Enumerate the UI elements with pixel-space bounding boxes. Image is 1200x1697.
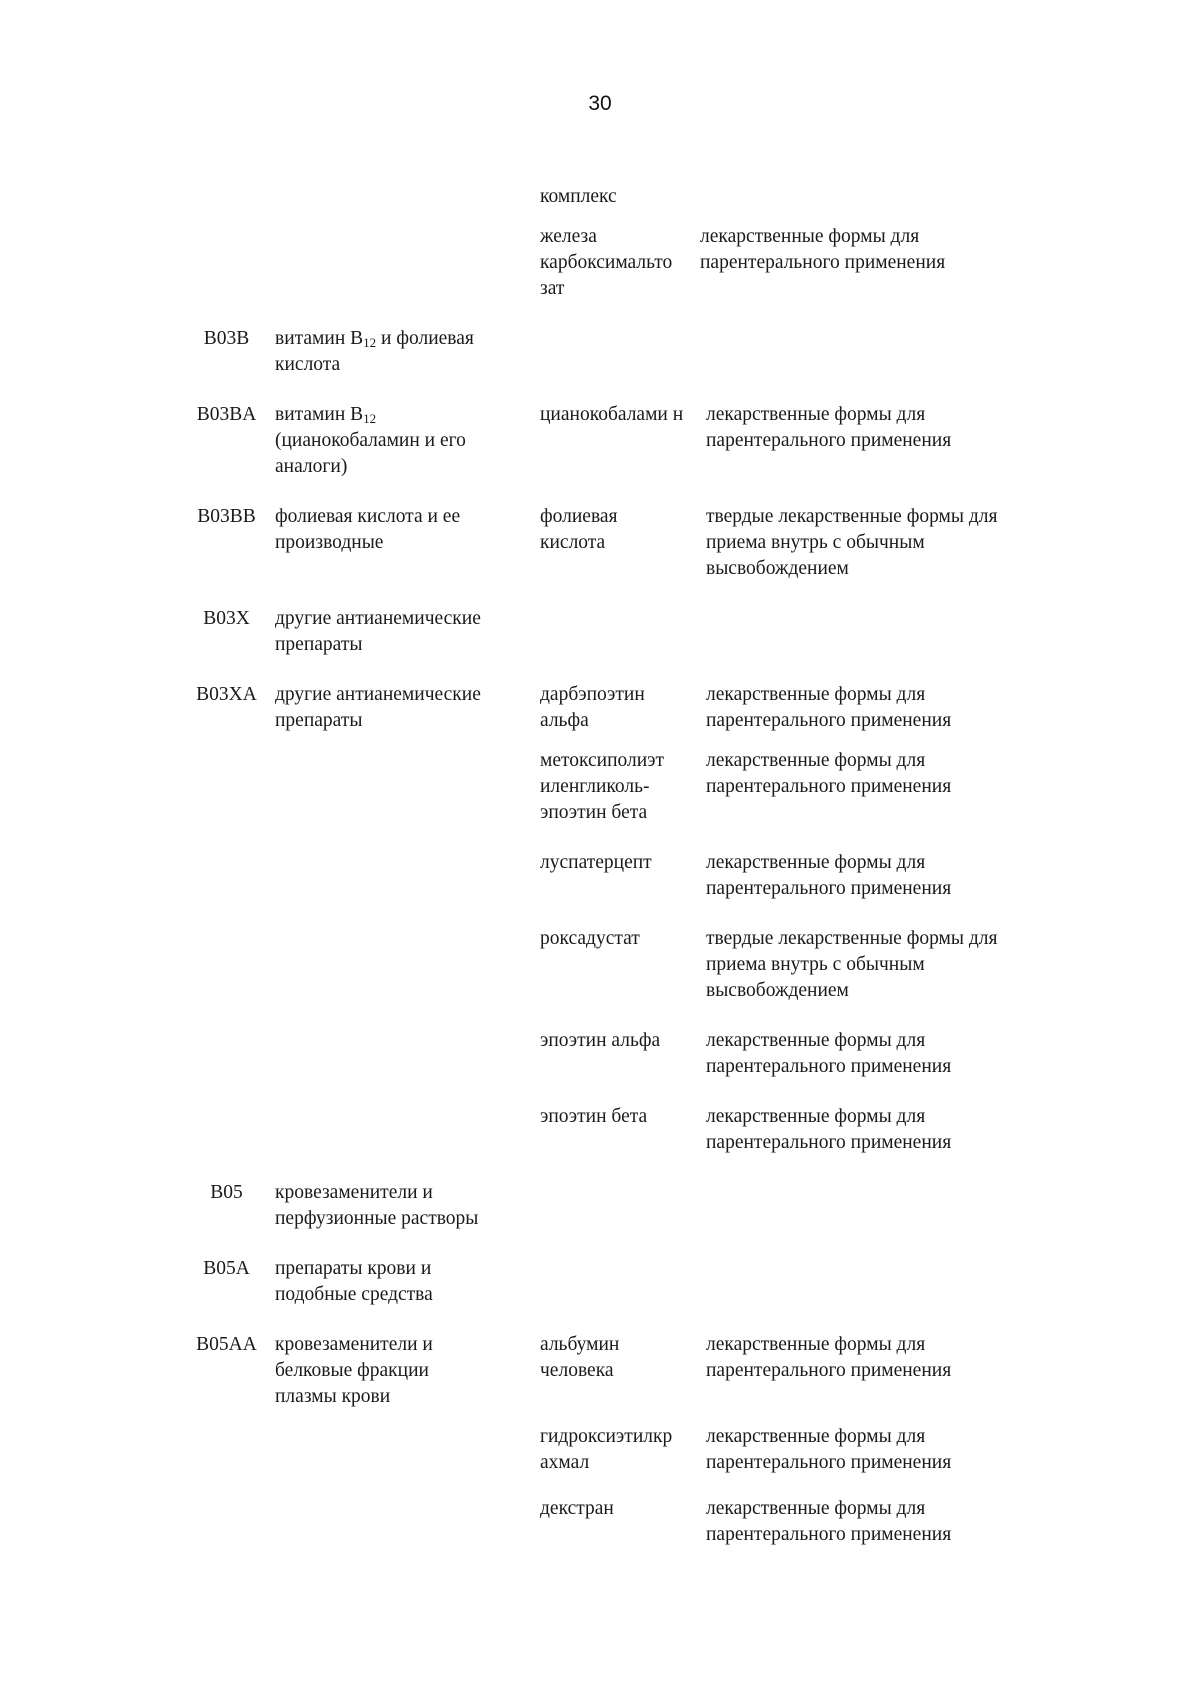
drug-name: метоксиполиэт иленгликоль-эпоэтин бета — [540, 750, 665, 823]
dosage-form: лекарственные формы для парентерального применения — [706, 852, 952, 899]
drug-name: фолиевая кислота — [540, 506, 618, 553]
atc-code: B05A — [203, 1258, 250, 1279]
drug-name: комплекс — [540, 186, 617, 207]
table-row — [178, 1028, 1078, 1080]
dosage-form: лекарственные формы для парентерального применения — [706, 404, 952, 451]
table-row — [178, 1104, 1078, 1156]
group-name-text: и фолиевая кислота — [275, 328, 474, 375]
dosage-form — [706, 1384, 1006, 1476]
group-name: фолиевая кислота и ее производные — [275, 506, 461, 553]
table-row — [178, 326, 1078, 378]
table-row — [178, 1180, 1078, 1232]
drug-name: луспатерцепт — [540, 852, 652, 873]
atc-code: B03XA — [196, 684, 257, 705]
drug-table — [178, 184, 1078, 1548]
group-name-text: витамин B — [275, 404, 364, 425]
drug-name: железа карбоксимальто зат — [540, 226, 673, 299]
atc-code: B03X — [203, 608, 250, 629]
dosage-form: твердые лекарственные формы для приема внутрь с обычным высвобождением — [706, 928, 998, 1001]
drug-name: дарбэпоэтин альфа — [540, 684, 645, 731]
subscript: 12 — [363, 335, 377, 350]
table-row — [178, 850, 1078, 902]
group-name-text: витамин B — [275, 328, 364, 349]
table-row — [178, 504, 1078, 582]
group-name — [275, 326, 540, 378]
page-number: 30 — [588, 92, 612, 115]
drug-name: цианокобалами н — [540, 404, 684, 425]
subscript: 12 — [363, 411, 377, 426]
group-name-text: (цианокобаламин и его аналоги) — [275, 430, 466, 477]
drug-name-text: гидроксиэтилкр ахмал — [540, 1426, 673, 1473]
table-row — [178, 606, 1078, 658]
atc-code: B03BA — [196, 404, 257, 425]
dosage-form: лекарственные формы для парентерального применения — [700, 226, 946, 273]
dosage-form: лекарственные формы для парентерального применения — [706, 1498, 952, 1545]
dosage-form: лекарственные формы для парентерального применения — [706, 1334, 952, 1381]
atc-code: B03BB — [197, 506, 256, 527]
drug-name: роксадустат — [540, 928, 640, 949]
table-row — [178, 926, 1078, 1004]
dosage-form: лекарственные формы для парентерального применения — [706, 684, 952, 731]
drug-name: эпоэтин бета — [540, 1106, 648, 1127]
drug-name — [540, 1384, 706, 1476]
drug-name: эпоэтин альфа — [540, 1030, 661, 1051]
table-row — [178, 682, 1078, 734]
atc-code: B03B — [203, 328, 250, 349]
atc-code: B05AA — [196, 1334, 257, 1355]
drug-name: альбумин человека — [540, 1334, 620, 1381]
table-row — [178, 748, 1078, 826]
group-name: другие антианемические препараты — [275, 684, 481, 731]
atc-code: B05 — [210, 1182, 243, 1203]
dosage-form: лекарственные формы для парентерального применения — [706, 1030, 952, 1077]
group-name: кровезаменители и перфузионные растворы — [275, 1182, 479, 1229]
drug-name: декстран — [540, 1498, 614, 1519]
dosage-form: лекарственные формы для парентерального применения — [706, 750, 952, 797]
dosage-form-text: лекарственные формы для парентерального применения — [706, 1426, 952, 1473]
table-row — [178, 224, 1078, 302]
group-name: препараты крови и подобные средства — [275, 1258, 433, 1305]
table-row — [178, 184, 1078, 210]
dosage-form: твердые лекарственные формы для приема внутрь с обычным высвобождением — [706, 506, 998, 579]
group-name: кровезаменители и белковые фракции плазмы крови — [275, 1334, 433, 1407]
group-name: другие антианемические препараты — [275, 608, 481, 655]
group-name — [275, 402, 515, 480]
table-row — [178, 402, 1078, 480]
table-row — [178, 1256, 1078, 1308]
table-row — [178, 1496, 1078, 1548]
dosage-form: лекарственные формы для парентерального применения — [706, 1106, 952, 1153]
